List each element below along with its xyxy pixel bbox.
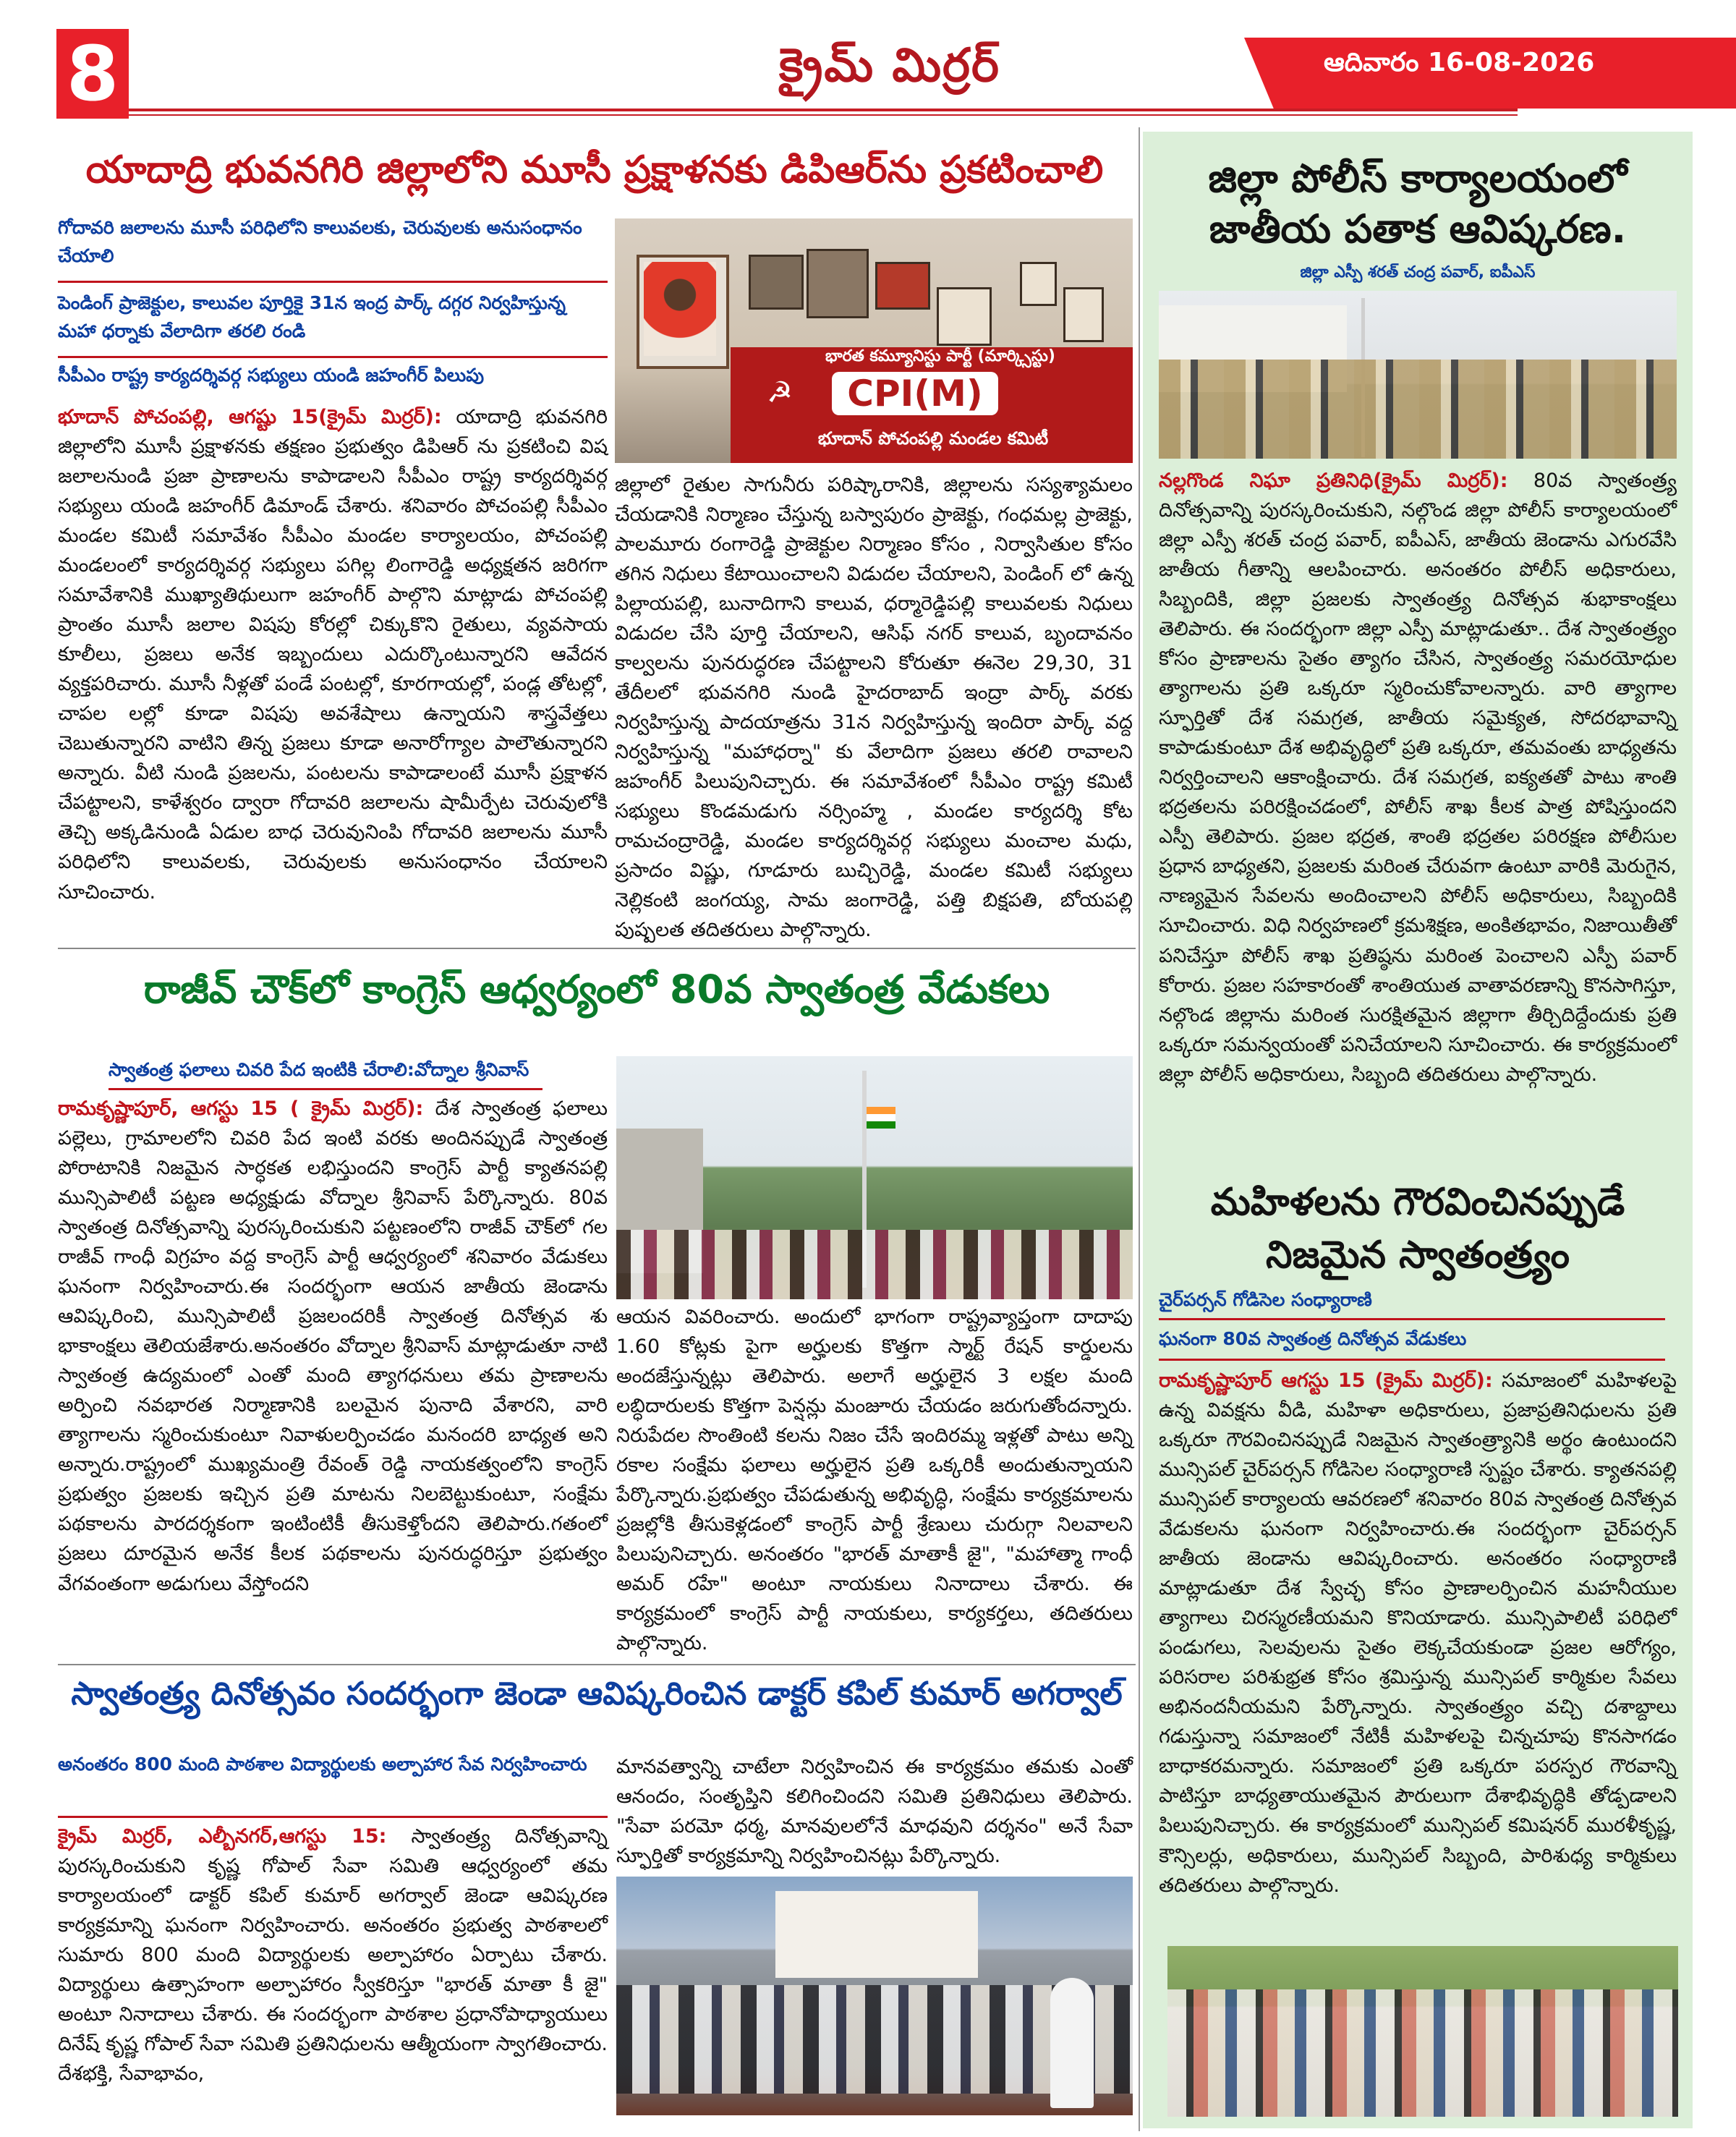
portrait-frame — [1063, 287, 1104, 342]
sidebar2-body — [1159, 1366, 1677, 1900]
section-divider — [58, 1664, 1136, 1665]
article1-dateline: భూదాన్ పోచంపల్లి, ఆగష్టు 15(క్రైమ్ మిర్రర్): — [58, 406, 442, 428]
cpim-banner — [731, 347, 1133, 463]
sidebar2-subheading-2: ఘనంగా 80వ స్వాతంత్ర దినోత్సవ వేడుకలు — [1159, 1328, 1467, 1349]
banner-party-name: భారత కమ్యూనిస్టు పార్టీ (మార్క్సిస్టు) — [825, 347, 1055, 365]
banner-cpim: CPI(M) — [832, 372, 998, 415]
article3-body-col2: మానవత్వాన్ని చాటేలా నిర్వహించిన ఈ కార్యక్రమం తమకు ఎంతో ఆనందం, సంతృప్తిని కలిగించిందని సమితి ప్రతినిధులు తెలిపారు. "సేవా పరమో ధర్మ, మానవులలోనే మాధవుని దర్శనం" అనే సేవా స్ఫూర్తితో కార్యక్రమాన్ని నిర్వహించినట్లు పేర్కొన్నారు. — [616, 1756, 1133, 1868]
sidebar1-body — [1159, 466, 1677, 1089]
portrait-image — [644, 262, 716, 356]
sidebar1-text: 80వ స్వాతంత్ర్య దినోత్సవాన్ని పురస్కరించుకుని, నల్గొండ జిల్లా పోలీస్ కార్యాలయంలో జిల్లా ఎస్పీ శరత్ చంద్ర పవార్, ఐపీఎస్, జాతీయ జెండాను ఎగురవేసి జాతీయ గీతాన్ని ఆలపించారు. అనంతరం పోలీస్ అధికారులు, సిబ్బందికి, జిల్లా ప్రజలకు స్వాతంత్ర్య దినోత్సవ శుభాకాంక్షలు తెలిపారు. ఈ సందర్భంగా జిల్లా ఎస్పీ మాట్లాడుతూ.. దేశ స్వాతంత్ర్యం కోసం ప్రాణాలను సైతం త్యాగం చేసిన, స్వాతంత్ర్య సమరయోధుల త్యాగాలను ప్రతి ఒక్కరూ స్మరించుకోవాలన్నారు. వారి త్యాగాల స్ఫూర్తితో దేశ సమగ్రత, జాతీయ సమైక్యత, సోదరభావాన్ని కాపాడుకుంటూ దేశ అభివృద్ధిలో ప్రతి ఒక్కరూ, తమవంతు బాధ్యతను నిర్వర్తించాలని ఆకాంక్షించారు. దేశ సమగ్రత, ఐక్యతతో పాటు శాంతి భద్రతలను పరిరక్షించడంలో, పోలీస్ శాఖ కీలక పాత్ర పోషిస్తుందని ఎస్పీ తెలిపారు. ప్రజల భద్రత, శాంతి భద్రతల పరిరక్షణ పోలీసుల ప్రధాన బాధ్యతని, ప్రజలకు మరింత చేరువగా ఉంటూ వారికి మెరుగైన, నాణ్యమైన సేవలను అందించాలని పోలీస్ అధికారులు, సిబ్బందికి సూచించారు. విధి నిర్వహణలో క్రమశిక్షణ, అంకితభావం, నిజాయితీతో పనిచేస్తూ పోలీస్ శాఖ ప్రతిష్ఠను మరింత పెంచాలని ఎస్పీ పవార్ కోరారు. ప్రజల సహకారంతో శాంతియుత వాతావరణాన్ని కొనసాగిస్తూ, నల్గొండ జిల్లాను మరింత సురక్షితమైన జిల్లాగా తీర్చిదిద్దేందుకు ప్రతి ఒక్కరూ సమన్వయంతో పనిచేయాలని సూచించారు. ఈ కార్యక్రమంలో జిల్లా పోలీస్ అధికారులు, సిబ్బంది తదితరులు పాల్గొన్నారు. — [1159, 470, 1677, 1086]
article2-headline: రాజీవ్ చౌక్‌లో కాంగ్రెస్ ఆధ్వర్యంలో 80వ స్వాతంత్ర వేడుకలు — [143, 966, 1050, 1012]
sidebar2-photo-municipal-event — [1167, 1946, 1678, 2117]
sub-divider — [58, 1816, 608, 1818]
crowd-of-women — [1167, 1989, 1678, 2117]
article1-body-col2: జిల్లాలో రైతుల సాగునీరు పరిష్కారానికి, జిల్లాలను సస్యశ్యామలం చేయడానికి నిర్మాణం చేస్తున్న బస్వాపురం ప్రాజెక్టు, గంధమల్ల ప్రాజెక్టు, పాలమూరు రంగారెడ్డి ప్రాజెక్టుల నిర్మాణం కోసం , నిర్వాసితుల కోసం తగిన నిధులు కేటాయించాలని విడుదల చేయాలని, పెండింగ్ లో ఉన్న పిల్లాయపల్లి, బునాదిగాని కాలువ, ధర్మారెడ్డిపల్లి కాలువలకు నిధులు విడుదల చేసి పూర్తి చేయాలని, ఆసిఫ్ నగర్ కాలువ, బృందావనం కాల్వలను పునరుద్ధరణ చేపట్టాలని కోరుతూ ఈనెల 29,30, 31 తేదీలలో భువనగిరి నుండి హైదరాబాద్ ఇంద్రా పార్క్ వరకు నిర్వహిస్తున్న పాదయాత్రను 31న నిర్వహిస్తున్న ఇందిరా పార్క్ వద్ద నిర్వహిస్తున్న "మహాధర్నా" కు వేలాదిగా ప్రజలు తరలి రావాలని జహంగీర్ పిలుపునిచ్చారు. ఈ సమావేశంలో సీపీఎం రాష్ట్ర కమిటీ సభ్యులు కొండమడుగు నర్సింహ్మ , మండల కార్యదర్శి కోట రామచంద్రారెడ్డి, మండల కార్యదర్శివర్గ సభ్యులు మంచాల మధు, ప్రసాదం విష్ణు, గూడూరు బుచ్చిరెడ్డి, మండల కమిటీ సభ్యులు నెల్లికంటి జంగయ్య, సామ జంగారెడ్డి, పత్తి బిక్షపతి, బోయపల్లి పుష్పలత తదితరులు పాల్గొన్నారు. — [615, 474, 1133, 942]
article1-headline: యాదాద్రి భువనగిరి జిల్లాలోని మూసీ ప్రక్షాళనకు డిపిఆర్‌ను ప్రకటించాలి — [85, 148, 1104, 192]
article3-subheading: అనంతరం 800 మంది పాఠశాల విద్యార్థులకు అల్పాహార సేవ నిర్వహించారు — [58, 1754, 587, 1775]
article1-subheading-2: పెండింగ్ ప్రాజెక్టుల, కాలువల పూర్తికై 31న ఇంద్ర పార్క్ దగ్గర నిర్వహిస్తున్న మహా ధర్నాకు వేలాదిగా తరలి రండి — [58, 292, 566, 341]
article3-body-col1 — [58, 1822, 608, 2089]
article3-dateline: క్రైమ్ మిర్రర్, ఎల్బీనగర్,ఆగస్టు 15: — [58, 1825, 387, 1848]
crowd — [616, 1230, 1133, 1299]
sidebar2-text: సమాజంలో మహిళలపై ఉన్న వివక్షను వీడి, మహిళా అధికారులు, ప్రజాప్రతినిధులను ప్రతి ఒక్కరూ గౌరవించినప్పుడే నిజమైన స్వాతంత్ర్యానికి అర్థం ఉంటుందని మున్సిపల్ చైర్‌పర్సన్ గోడిసెల సంధ్యారాణి స్పష్టం చేశారు. క్యాతనపల్లి మున్సిపల్ కార్యాలయ ఆవరణలో శనివారం 80వ స్వాతంత్ర దినోత్సవ వేడుకలను ఘనంగా నిర్వహించారు.ఈ సందర్భంగా చైర్‌పర్సన్ జాతీయ జెండాను ఆవిష్కరించారు. అనంతరం సంధ్యారాణి మాట్లాడుతూ దేశ స్వేచ్ఛ కోసం ప్రాణాలర్పించిన మహనీయుల త్యాగాలు చిరస్మరణీయమని కొనియాడారు. మున్సిపాలిటీ పరిధిలో పండుగలు, సెలవులను సైతం లెక్కచేయకుండా ప్రజల ఆరోగ్యం, పరిసరాల పరిశుభ్రత కోసం శ్రమిస్తున్న మున్సిపల్ కార్మికుల సేవలు అభినందనీయమని పేర్కొన్నారు. స్వాతంత్ర్యం వచ్చి దశాబ్దాలు గడుస్తున్నా సమాజంలో నేటికీ మహిళలపై చిన్నచూపు కొనసాగడం బాధాకరమన్నారు. సమాజంలో ప్రతి ఒక్కరూ పరస్పర గౌరవాన్ని పాటిస్తూ బాధ్యతాయుతమైన పౌరులుగా దేశాభివృద్ధికి తోడ్పడాలని పిలుపునిచ్చారు. ఈ కార్యక్రమంలో మున్సిపల్ కమిషనర్ మురళీకృష్ణ, కౌన్సిలర్లు, అధికారులు, మున్సిపల్ సిబ్బంది, పారిశుధ్య కార్మికులు తదితరులు పాల్గొన్నారు. — [1159, 1369, 1677, 1897]
girl-in-white — [1050, 1978, 1094, 2108]
sidebar2-headline: మహిళలను గౌరవించినప్పుడే నిజమైన స్వాతంత్ర్యం — [1210, 1181, 1625, 1277]
section-divider — [58, 948, 1136, 949]
sidebar2-dateline: రామకృష్ణాపూర్ ఆగస్టు 15 (క్రైమ్ మిర్రర్): — [1159, 1369, 1493, 1392]
portrait-frame — [749, 255, 804, 310]
portrait-frame — [1020, 262, 1057, 306]
sidebar2-subheading-1: చైర్‌పర్సన్ గోడిసెల సంధ్యారాణి — [1159, 1289, 1372, 1310]
sub-divider — [58, 356, 608, 358]
portrait-frame — [937, 287, 992, 346]
article1-text-col1: యాదాద్రి భువనగిరి జిల్లాలోని మూసీ ప్రక్షాళనకు తక్షణం ప్రభుత్వం డిపిఆర్ ను ప్రకటించి విష జలాలనుండి ప్రజా ప్రాణాలను కాపాడాలని సీపీఎం రాష్ట్ర కార్యదర్శివర్గ సభ్యులు యండి జహంగీర్ డిమాండ్ చేశారు. శనివారం పోచంపల్లి సీపీఎం మండల కమిటీ సమావేశం సీపీఎం మండల కార్యాలయం, పోచంపల్లి మండలంలో కార్యదర్శివర్గ సభ్యులు పగిల్ల లింగారెడ్డి అధ్యక్షతన జరిగగా సమావేశానికి ముఖ్యాతిథులుగా జహంగీర్ పాల్గొని మాట్లాడు పోచంపల్లి ప్రాంతం మూసీ జలాల విషపు కోరల్లో చిక్కుకొని రైతులు, వ్యవసాయ కూలీలు, ప్రజలు అనేక ఇబ్బందులు ఎదుర్కొంటున్నారని ఆవేదన వ్యక్తపరిచారు. మూసీ నీళ్లతో పండే పంటల్లో, కూరగాయల్లో, పండ్ల తోటల్లో, చాపల లల్లో కూడా విషపు అవశేషాలు ఉన్నాయని శాస్త్రవేత్తలు చెబుతున్నారని వాటిని తిన్న ప్రజలు కూడా అనారోగ్యాల పాలౌతున్నారని అన్నారు. వీటి నుండి ప్రజలను, పంటలను కాపాడాలంటే మూసీ ప్రక్షాళన చేపట్టాలని, కాళేశ్వరం ద్వారా గోదావరి జలాలను షామీర్పేట చెరువులోకి తెచ్చి అక్కడినుండి ఏడుల బాధ చెరువునింపి గోదావరి జలాలను మూసీ పరిధిలోని కాలువలకు, చెరువులకు అనుసంధానం చేయాలని సూచించారు. — [58, 406, 608, 904]
header-rule — [129, 109, 1518, 111]
sidebar1-headline: జిల్లా పోలీస్ కార్యాలయంలో జాతీయ పతాక ఆవిష్కరణ. — [1208, 156, 1628, 252]
portrait-frame — [807, 249, 869, 318]
article1-subheading-1: గోదావరి జలాలను మూసీ పరిధిలోని కాలువలకు, చెరువులకు అనుసంధానం చేయాలి — [58, 217, 582, 266]
issue-date: ఆదివారం 16-08-2026 — [1324, 48, 1595, 77]
column-divider — [1139, 127, 1140, 2131]
sub-divider — [58, 281, 608, 283]
masthead-title: క్రైమ్ మిర్రర్ — [779, 39, 1000, 93]
flag-green — [867, 1121, 895, 1129]
banner — [775, 1891, 978, 1978]
sub-divider — [1159, 1359, 1665, 1361]
page-number: 8 — [56, 29, 129, 119]
party-emblem-frame — [875, 262, 930, 310]
sub-divider — [109, 1088, 542, 1090]
article3-headline: స్వాతంత్ర్య దినోత్సవం సందర్భంగా జెండా ఆవిష్కరించిన డాక్టర్ కపిల్ కుమార్ అగర్వాల్ — [71, 1675, 1123, 1712]
police-personnel — [1159, 360, 1677, 459]
masthead-logo — [745, 33, 1034, 98]
article3-photo-group — [616, 1877, 1133, 2115]
article3-text-col1: స్వాతంత్ర్య దినోత్సవాన్ని పురస్కరించుకుని కృష్ణ గోపాల్ సేవా సమితి ఆధ్వర్యంలో తమ కార్యాలయంలో డాక్టర్ కపిల్ కుమార్ అగర్వాల్ జెండా ఆవిష్కరణ కార్యక్రమాన్ని ఘనంగా నిర్వహించారు. అనంతరం ప్రభుత్వ పాఠశాలలో సుమారు 800 మంది విద్యార్థులకు అల్పాహారం ఏర్పాటు చేశారు. విద్యార్థులు ఉత్సాహంగా అల్పాహారం స్వీకరిస్తూ "భారత్ మాతా కీ జై" అంటూ నినాదాలు చేశారు. ఈ సందర్భంగా పాఠశాల ప్రధానోపాధ్యాయులు దినేష్ కృష్ణ గోపాల్ సేవా సమితి ప్రతినిధులను ఆత్మీయంగా స్వాగతించారు. దేశభక్తి, సేవాభావం, — [58, 1825, 608, 2086]
flag-saffron — [867, 1107, 895, 1114]
article2-dateline: రామకృష్ణాపూర్, ఆగస్టు 15 ( క్రైమ్ మిర్రర్): — [58, 1097, 424, 1120]
flag-white — [867, 1114, 895, 1121]
article2-subheading: స్వాతంత్ర ఫలాలు చివరి పేద ఇంటికి చేరాలి:వోద్నాల శ్రీనివాస్ — [109, 1059, 529, 1080]
article1-photo-cpim-meeting — [615, 218, 1133, 463]
sidebar1-subheading: జిల్లా ఎస్పీ శరత్ చంద్ర పవార్, ఐపీఎస్ — [1300, 263, 1536, 281]
header-rule-thin — [129, 114, 1518, 116]
article2-body-col1 — [58, 1094, 608, 1599]
banner-committee: భూదాన్ పోచంపల్లి మండల కమిటీ — [817, 428, 1049, 449]
article2-text-col1: దేశ స్వాతంత్ర ఫలాలు పల్లెలు, గ్రామాలలోని చివరి పేద ఇంటి వరకు అందినప్పుడే స్వాతంత్ర పోరాటానికి నిజమైన సార్ధకత లభిస్తుందని కాంగ్రెస్ పార్టీ క్యాతనపల్లి మున్సిపాలిటీ పట్టణ అధ్యక్షుడు వోద్నాల శ్రీనివాస్ పేర్కొన్నారు. 80వ స్వాతంత్ర దినోత్సవాన్ని పురస్కరించుకుని పట్టణంలోని రాజీవ్ చౌక్‌లో గల రాజీవ్ గాంధీ విగ్రహం వద్ద కాంగ్రెస్ పార్టీ ఆధ్వర్యంలో శనివారం వేడుకలు ఘనంగా నిర్వహించారు.ఈ సందర్భంగా ఆయన జాతీయ జెండాను ఆవిష్కరించి, మున్సిపాలిటీ ప్రజలందరికీ స్వాతంత్ర దినోత్సవ శు భాకాంక్షలు తెలియజేశారు.అనంతరం వోద్నాల శ్రీనివాస్ మాట్లాడుతూ నాటి స్వాతంత్ర ఉద్యమంలో ఎంతో మంది త్యాగధనులు తమ ప్రాణాలను అర్పించి నవభారత నిర్మాణానికి బలమైన పునాది వేశారని, వారి త్యాగాలను స్మరించుకుంటూ నివాళులర్పించడం మనందరి బాధ్యత అని అన్నారు.రాష్ట్రంలో ముఖ్యమంత్రి రేవంత్ రెడ్డి నాయకత్వంలోని కాంగ్రెస్ ప్రభుత్వం ప్రజలకు ఇచ్చిన ప్రతి మాటను నిలబెట్టుకుంటూ, సంక్షేమ పథకాలను పారదర్శకంగా ఇంటింటికీ తీసుకెళ్తోందని తెలిపారు.గతంలో ప్రజలు దూరమైన అనేక కీలక పథకాలను పునరుద్ధరిస్తూ ప్రభుత్వం వేగవంతంగా అడుగులు వేస్తోందని — [58, 1097, 608, 1595]
sidebar1-dateline: నల్లగొండ నిఘా ప్రతినిధి(క్రైమ్ మిర్రర్): — [1159, 470, 1508, 492]
sub-divider — [1159, 1318, 1665, 1320]
sidebar1-photo-police-salute — [1159, 291, 1677, 459]
article1-body-col1 — [58, 402, 608, 907]
hammer-sickle-icon: ☭ — [767, 376, 793, 409]
article1-subheading-3: సీపీఎం రాష్ట్ర కార్యదర్శివర్గ సభ్యులు యండి జహంగీర్ పిలుపు — [58, 365, 485, 386]
article2-photo-flag-hoisting — [616, 1056, 1133, 1299]
article2-body-col2: ఆయన వివరించారు. అందులో భాగంగా రాష్ట్రవ్యాప్తంగా దాదాపు 1.60 కోట్లకు పైగా అర్హులకు కొత్తగా స్మార్ట్ రేషన్ కార్డులను అందజేస్తున్నట్లు తెలిపారు. అలాగే అర్హులైన 3 లక్షల మంది లబ్ధిదారులకు కొత్తగా పెన్షన్లు మంజూరు చేయడం జరుగుతోందన్నారు. నిరుపేదల సొంతింటి కలను నిజం చేసే ఇందిరమ్మ ఇళ్లతో పాటు అన్ని రకాల సంక్షేమ ఫలాలు అర్హులైన ప్రతి ఒక్కరికీ అందుతున్నాయని పేర్కొన్నారు.ప్రభుత్వం చేపడుతున్న అభివృద్ధి, సంక్షేమ కార్యక్రమాలను ప్రజల్లోకి తీసుకెళ్లడంలో కాంగ్రెస్ పార్టీ శ్రేణులు చురుగ్గా నిలవాలని పిలుపునిచ్చారు. అనంతరం "భారత్ మాతాకీ జై", "మహాత్మా గాంధీ అమర్ రహే" అంటూ నాయకులు నినాదాలు చేశారు. ఈ కార్యక్రమంలో కాంగ్రెస్ పార్టీ నాయకులు, కార్యకర్తలు, తదితరులు పాల్గొన్నారు. — [616, 1306, 1133, 1655]
